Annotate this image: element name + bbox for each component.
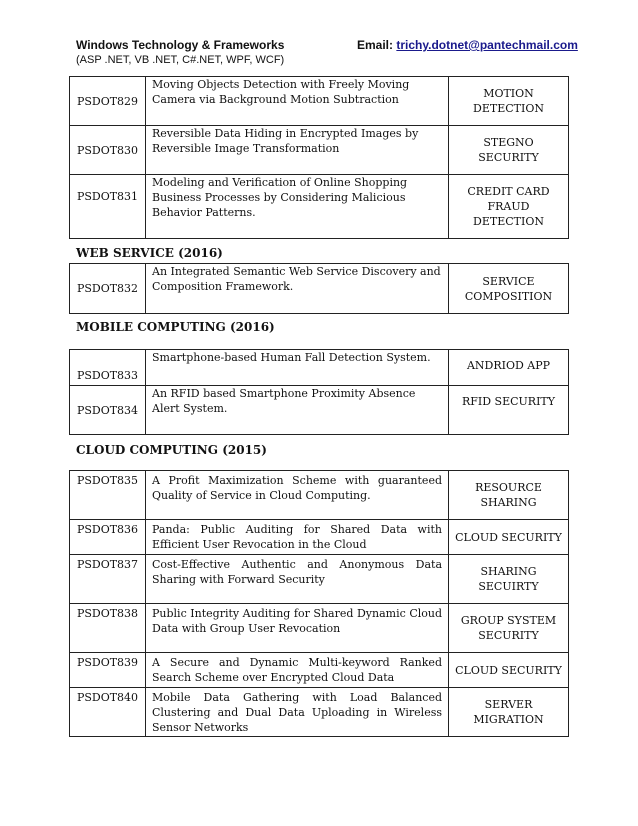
project-id: PSDOT834 — [70, 386, 146, 435]
table-row — [70, 471, 569, 520]
project-id: PSDOT835 — [70, 471, 146, 520]
project-title: A Secure and Dynamic Multi-keyword Ranked Search Scheme over Encrypted Cloud Data — [146, 653, 449, 688]
project-category: SERVER MIGRATION — [449, 688, 569, 737]
project-id: PSDOT833 — [70, 350, 146, 386]
project-title: Modeling and Verification of Online Shopping Business Processes by Considering Malicious Behavior Patterns. — [146, 175, 449, 239]
project-category: GROUP SYSTEM SECURITY — [449, 604, 569, 653]
section-heading-cloud-computing: CLOUD COMPUTING (2015) — [76, 443, 267, 457]
project-category: RFID SECURITY — [449, 386, 569, 435]
project-table-general — [69, 76, 569, 239]
project-title: A Profit Maximization Scheme with guaranteed Quality of Service in Cloud Computing. — [146, 471, 449, 520]
project-table-cloud-computing — [69, 470, 569, 737]
header-title: Windows Technology & Frameworks — [76, 38, 285, 52]
table-row — [70, 386, 569, 435]
project-title: Mobile Data Gathering with Load Balanced Clustering and Dual Data Uploading in Wireless Sensor Networks — [146, 688, 449, 737]
section-heading-mobile-computing: MOBILE COMPUTING (2016) — [76, 320, 275, 334]
project-category: SHARING SECUIRTY — [449, 555, 569, 604]
project-category: CLOUD SECURITY — [449, 653, 569, 688]
table-row — [70, 350, 569, 386]
table-row — [70, 264, 569, 314]
project-title: An Integrated Semantic Web Service Discovery and Composition Framework. — [146, 264, 449, 314]
project-table-mobile-computing — [69, 349, 569, 435]
section-heading-web-service: WEB SERVICE (2016) — [76, 246, 223, 260]
project-id: PSDOT836 — [70, 520, 146, 555]
header-subtitle: (ASP .NET, VB .NET, C#.NET, WPF, WCF) — [76, 54, 285, 66]
project-id: PSDOT839 — [70, 653, 146, 688]
table-row — [70, 520, 569, 555]
project-category: STEGNO SECURITY — [449, 126, 569, 175]
project-title: Public Integrity Auditing for Shared Dynamic Cloud Data with Group User Revocation — [146, 604, 449, 653]
project-id: PSDOT838 — [70, 604, 146, 653]
email-label: Email: — [357, 38, 394, 52]
project-table-web-service — [69, 263, 569, 314]
project-category: SERVICE COMPOSITION — [449, 264, 569, 314]
project-category: RESOURCE SHARING — [449, 471, 569, 520]
project-title: Cost-Effective Authentic and Anonymous Data Sharing with Forward Security — [146, 555, 449, 604]
project-id: PSDOT840 — [70, 688, 146, 737]
project-title: Panda: Public Auditing for Shared Data with Efficient User Revocation in the Cloud — [146, 520, 449, 555]
email-link[interactable]: trichy.dotnet@pantechmail.com — [396, 38, 578, 52]
project-title: Moving Objects Detection with Freely Moving Camera via Background Motion Subtraction — [146, 77, 449, 126]
project-category: CLOUD SECURITY — [449, 520, 569, 555]
table-row — [70, 175, 569, 239]
project-title: An RFID based Smartphone Proximity Absence Alert System. — [146, 386, 449, 435]
table-row — [70, 126, 569, 175]
project-id: PSDOT831 — [70, 175, 146, 239]
project-title: Smartphone-based Human Fall Detection System. — [146, 350, 449, 386]
table-row — [70, 77, 569, 126]
table-row — [70, 688, 569, 737]
table-row — [70, 653, 569, 688]
header-email — [357, 38, 578, 52]
project-category: MOTION DETECTION — [449, 77, 569, 126]
project-id: PSDOT829 — [70, 77, 146, 126]
project-id: PSDOT837 — [70, 555, 146, 604]
project-category: CREDIT CARD FRAUD DETECTION — [449, 175, 569, 239]
table-row — [70, 604, 569, 653]
table-row — [70, 555, 569, 604]
project-id: PSDOT830 — [70, 126, 146, 175]
project-category: ANDRIOD APP — [449, 350, 569, 386]
project-title: Reversible Data Hiding in Encrypted Images by Reversible Image Transformation — [146, 126, 449, 175]
project-id: PSDOT832 — [70, 264, 146, 314]
